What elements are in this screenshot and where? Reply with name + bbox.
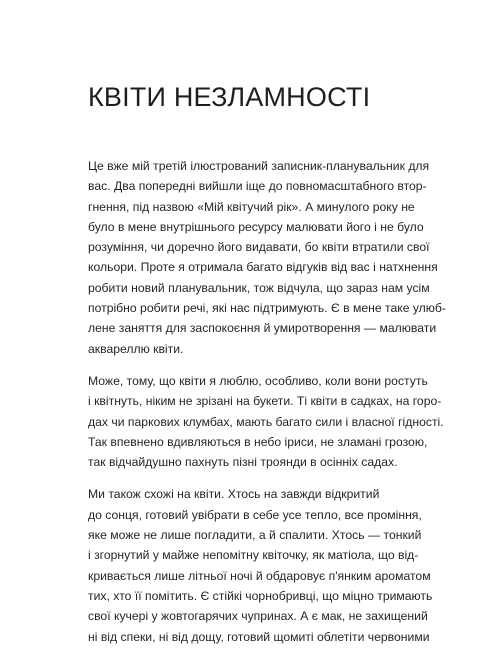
text-line: аквареллю квіти.: [88, 341, 184, 356]
text-line: було в мене внутрішнього ресурсу малювати його і не було: [88, 219, 424, 234]
text-line: Так впевнено вдивляються в небо іриси, не зламані грозою,: [88, 434, 428, 449]
text-line: робити новий планувальник, тож відчула, що зараз нам усім: [88, 280, 430, 295]
text-line: лене заняття для заспокоєння й умиротворення — малювати: [88, 321, 437, 336]
body-text: [88, 156, 446, 659]
text-line: ні від спеки, ні від дощу, готовий щомиті облетіти червоними: [88, 629, 430, 644]
text-line: Це вже мій третій ілюстрований записник-планувальник для: [88, 159, 430, 173]
text-line: свої кучері у жовтогарячих чупринах. А є мак, не захищений: [88, 609, 428, 624]
text-line: яке може не лише погладити, а й спалити. Хтось — тонкий: [88, 528, 422, 543]
text-line: Може, тому, що квіти я люблю, особливо, коли вони ростуть: [88, 373, 428, 388]
text-line: тих, хто її помітить. Є стійкі чорнобривці, що міцно тримають: [88, 588, 433, 603]
text-line: кольори. Проте я отримала багато відгуків від вас і натхнення: [88, 260, 438, 275]
text-line: так відчайдушно пахнуть пізні троянди в осінніх садах.: [88, 455, 398, 470]
paragraph-2: [88, 371, 444, 472]
text-line: і згорнутий у майже непомітну квіточку, як матіола, що від-: [88, 548, 419, 563]
text-line: вас. Два попередні вийшли іще до повномасштабного втор-: [88, 179, 427, 194]
page-title: КВІТИ НЕЗЛАМНОСТІ: [88, 82, 371, 112]
text-line: дах чи паркових клумбах, мають багато сили і власної гідності.: [88, 414, 444, 429]
text-line: і квітнуть, ніким не зрізані на букети. Ті квіти в садках, на горо-: [88, 394, 442, 409]
text-line: до сонця, готовий увібрати в себе усе тепло, все проміння,: [88, 507, 422, 522]
text-line: Ми також схожі на квіти. Хтось на завжди відкритий: [88, 487, 380, 502]
paragraph-1: [88, 156, 446, 359]
text-line: розуміння, чи доречно його видавати, бо квіти втратили свої: [88, 240, 430, 255]
text-line: гнення, під назвою «Мій квітучий рік». А минулого року не: [88, 199, 415, 214]
paragraph-3: [88, 484, 433, 646]
text-line: потрібно робити речі, які нас підтримують. Є в мене таке улюб-: [88, 301, 446, 316]
text-line: кривається лише літньої ночі й обдаровує п'янким ароматом: [88, 568, 431, 583]
